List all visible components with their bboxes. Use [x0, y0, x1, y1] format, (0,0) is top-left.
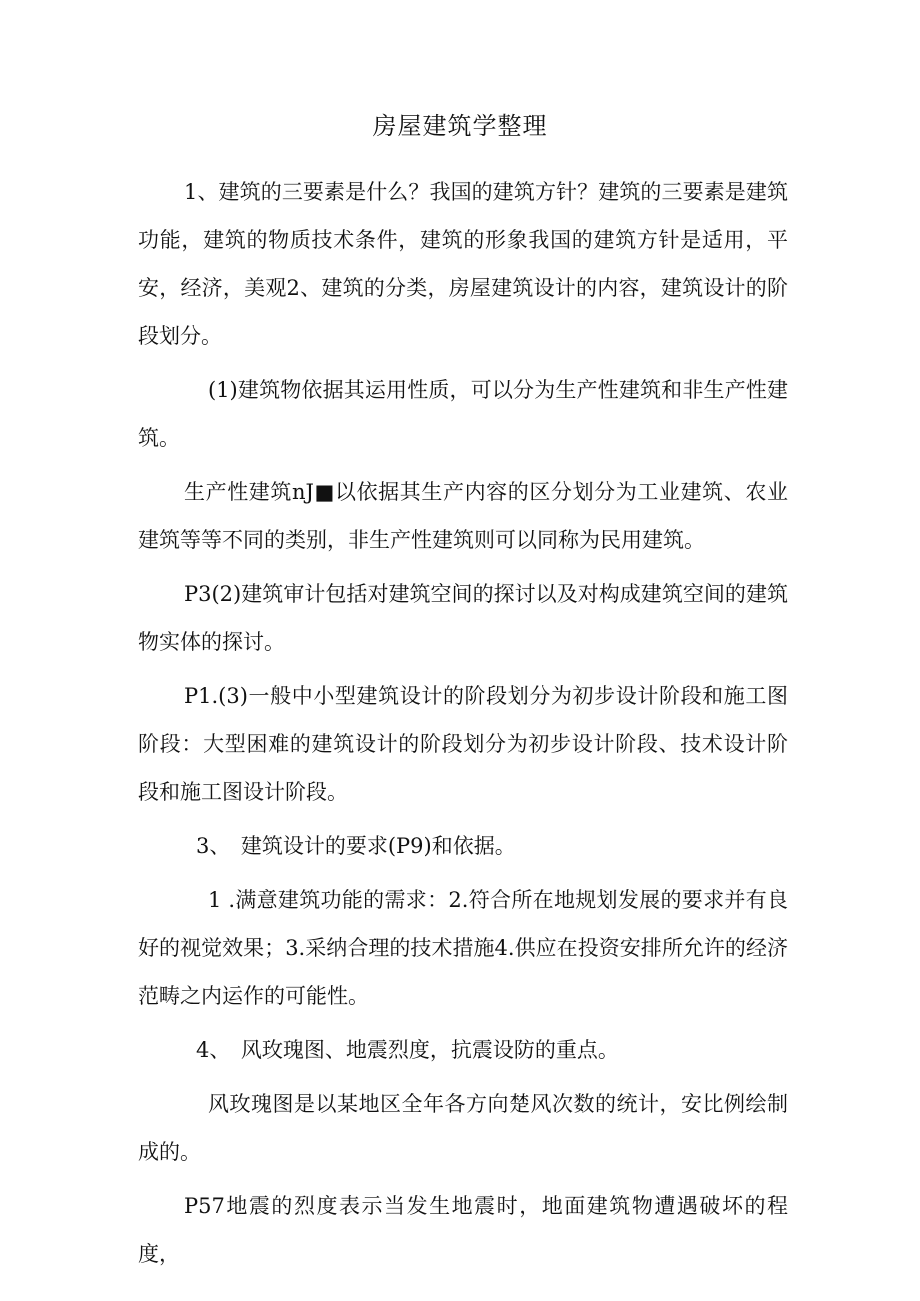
paragraph-building-usage: (1)建筑物依据其运用性质，可以分为生产性建筑和非生产性建筑。 — [138, 378, 788, 450]
paragraph-design-content: P3(2)建筑审计包括对建筑空间的探讨以及对构成建筑空间的建筑物实体的探讨。 — [138, 582, 788, 654]
paragraph-productive-buildings: 生产性建筑nJ■以依据其生产内容的区分划分为工业建筑、农业建筑等等不同的类别，非生产性建筑则可以同称为民用建筑。 — [138, 480, 788, 552]
paragraph-earthquake-intensity: P57地震的烈度表示当发生地震时，地面建筑物遭遇破坏的程度， — [138, 1194, 788, 1266]
paragraph-question-3: 3、 建筑设计的要求(P9)和依据。 — [196, 834, 516, 858]
paragraph-question-4: 4、 风玫瑰图、地震烈度，抗震设防的重点。 — [196, 1038, 619, 1062]
paragraph-design-requirements: 1 .满意建筑功能的需求：2.符合所在地规划发展的要求并有良好的视觉效果；3.采纳合理的技术措施4.供应在投资安排所允许的经济范畴之内运作的可能性。 — [138, 888, 788, 1008]
paragraph-design-stages: P1.(3)一般中小型建筑设计的阶段划分为初步设计阶段和施工图阶段：大型困难的建筑设计的阶段划分为初步设计阶段、技术设计阶段和施工图设计阶段。 — [138, 684, 788, 804]
document-body — [138, 168, 788, 1284]
paragraph-wind-rose: 风玫瑰图是以某地区全年各方向楚风次数的统计，安比例绘制成的。 — [138, 1092, 788, 1164]
document-title: 房屋建筑学整理 — [372, 112, 548, 140]
paragraph-question-1: 1、建筑的三要素是什么？我国的建筑方针？建筑的三要素是建筑功能，建筑的物质技术条件，建筑的形象我国的建筑方针是适用，平安，经济，美观2、建筑的分类，房屋建筑设计的内容，建筑设计的阶段划分。 — [138, 180, 788, 348]
